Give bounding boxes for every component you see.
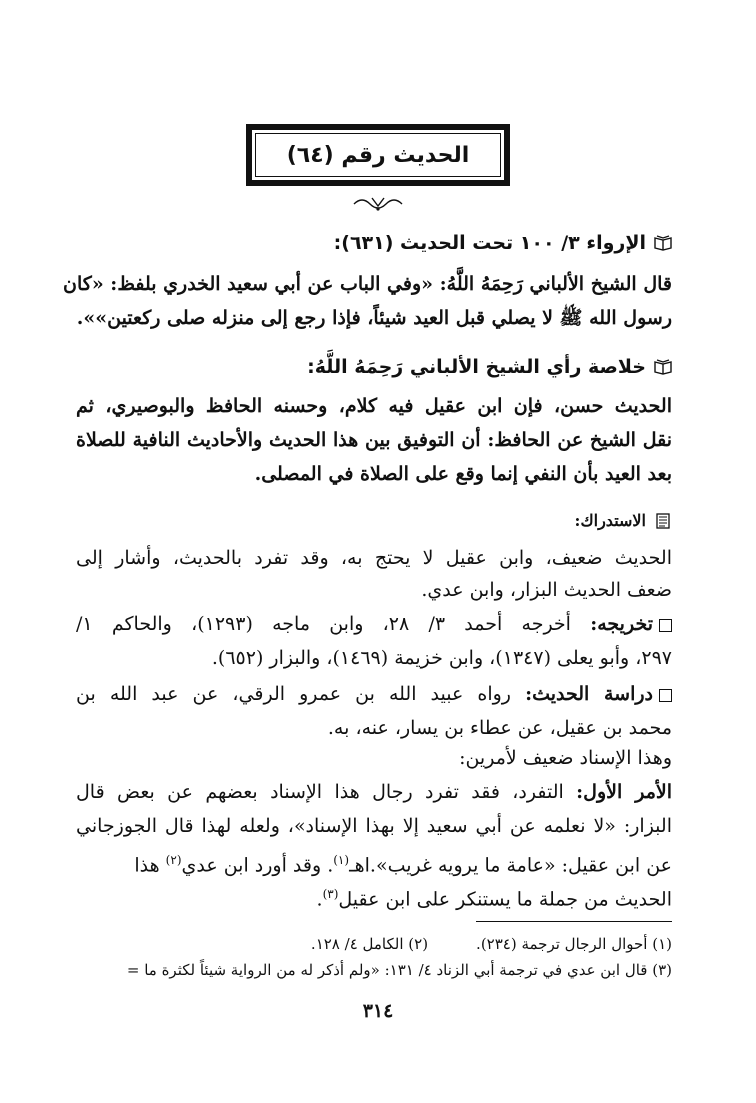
dirasa-line-1 (76, 678, 672, 710)
reason-line-2: البزار: «لا نعلمه عن أبي سعيد إلا بهذا الإسناد»، ولعله لهذا قال الجوزجاني (76, 815, 672, 837)
summary-line-1: الحديث حسن، فإن ابن عقيل فيه كلام، وحسنه الحافظ والبوصيري، ثم (76, 395, 672, 417)
footnote-2: (٢) الكامل ٤/ ١٢٨. (310, 935, 429, 953)
reason-line-4b: . (316, 888, 323, 911)
summary-line-3: بعد العيد بأن النفي إنما وقع على الصلاة في المصلى. (254, 463, 672, 485)
book-icon (654, 359, 672, 375)
checkbox-square-icon (659, 619, 672, 632)
summary-heading-row (76, 352, 672, 382)
footnotes-row-1 (76, 932, 672, 956)
reason-line-3a: عن ابن عقيل: «عامة ما يرويه غريب».اهـ (349, 854, 672, 877)
reason-line-3c: هذا (134, 854, 166, 877)
reason-line-4 (76, 878, 672, 915)
hadith-title-box (246, 124, 510, 186)
footnote-3: (٣) قال ابن عدي في ترجمة أبي الزناد ٤/ ١٣١: «ولم أذكر له من الرواية شيئاً لكثرة ما = (126, 961, 672, 979)
scroll-icon (654, 513, 672, 529)
istidrak-heading-row (76, 506, 672, 536)
dirasa-text: رواه عبيد الله بن عمرو الرقي، عن عبد الله بن (76, 683, 511, 705)
irwa-heading: الإرواء ٣/ ١٠٠ تحت الحديث (٦٣١): (333, 232, 646, 254)
istidrak-line-1: الحديث ضعيف، وابن عقيل لا يحتج به، وقد تفرد بالحديث، وأشار إلى (76, 547, 672, 569)
summary-heading: خلاصة رأي الشيخ الألباني رَحِمَهُ اللَّهُ: (307, 356, 646, 378)
reason-text: التفرد، فقد تفرد رجال هذا الإسناد بعضهم عن بعض قال (76, 781, 564, 803)
hadith-title: الحديث رقم (٦٤) (286, 142, 470, 168)
reason-line-1 (76, 776, 672, 808)
footnote-ref-1: (١) (333, 853, 350, 867)
dirasa-line-3: وهذا الإسناد ضعيف لأمرين: (459, 747, 672, 769)
reason-line-3b: . وقد أورد ابن عدي (181, 854, 334, 877)
takhrij-line-1 (76, 608, 672, 640)
irwa-line-1: قال الشيخ الألباني رَحِمَهُ اللَّهُ: «وفي الباب عن أبي سعيد الخدري بلفظ: «كان (63, 273, 672, 295)
summary-line-2: نقل الشيخ عن الحافظ: أن التوفيق بين هذا الحديث والأحاديث النافية للصلاة (76, 429, 672, 451)
checkbox-square-icon (659, 689, 672, 702)
takhrij-label: تخريجه: (590, 613, 653, 635)
ornament-icon (348, 194, 408, 214)
page-number: ٣١٤ (362, 1000, 394, 1022)
istidrak-line-2: ضعف الحديث البزار، وابن عدي. (421, 579, 672, 601)
footnote-divider (476, 921, 672, 922)
footnote-1: (١) أحوال الرجال ترجمة (٢٣٤). (476, 935, 672, 953)
footnote-ref-3: (٣) (322, 887, 339, 901)
dirasa-label: دراسة الحديث: (525, 683, 653, 705)
takhrij-text: أخرجه أحمد ٣/ ٢٨، وابن ماجه (١٢٩٣)، والحاكم ١/ (76, 613, 571, 635)
takhrij-line-2: ٢٩٧، وأبو يعلى (١٣٤٧)، وابن خزيمة (١٤٦٩)، والبزار (٦٥٢). (211, 647, 672, 669)
istidrak-heading: الاستدراك: (574, 511, 646, 530)
irwa-line-2: رسول الله ﷺ لا يصلي قبل العيد شيئاً، فإذا رجع إلى منزله صلى ركعتين»». (76, 307, 672, 329)
footnote-ref-2: (٢) (165, 853, 182, 867)
reason-line-3 (76, 844, 672, 881)
dirasa-line-2: محمد بن عقيل، عن عطاء بن يسار، عنه، به. (327, 717, 672, 739)
book-icon (654, 235, 672, 251)
irwa-heading-row (76, 228, 672, 258)
reason-line-4a: الحديث من جملة ما يستنكر على ابن عقيل (338, 888, 672, 911)
reason-label: الأمر الأول: (576, 781, 673, 803)
